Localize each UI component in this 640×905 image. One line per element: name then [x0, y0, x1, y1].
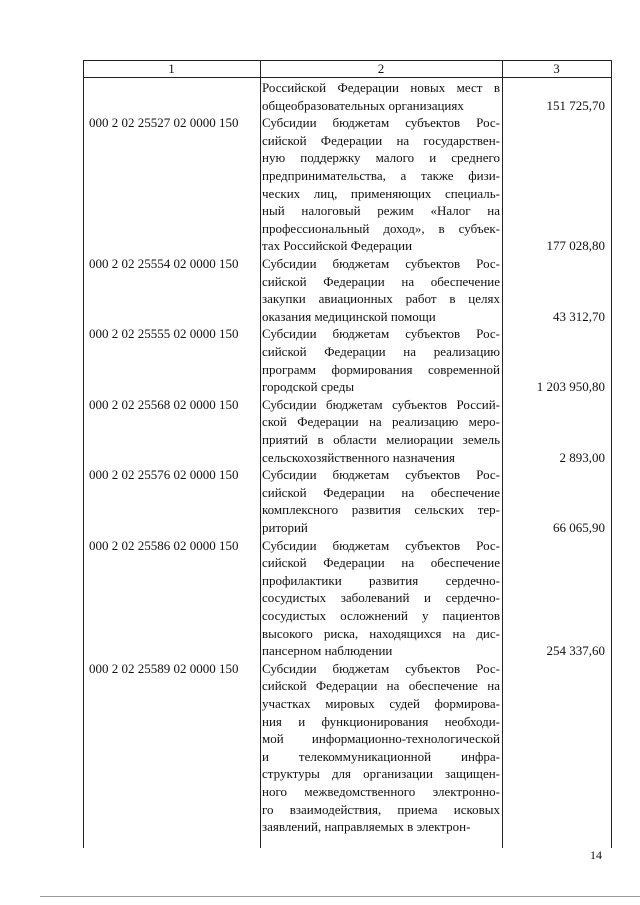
description-line: тах Российской Федерации: [262, 238, 413, 254]
description-line: го взаимодействия, приема исковых: [262, 801, 500, 817]
page-bottom-edge: [40, 896, 640, 897]
description-line: мой информационно-технологической: [262, 731, 500, 747]
description-line: общеобразовательных организациях: [262, 97, 464, 113]
description-line: Субсидии бюджетам субъектов Рос-: [262, 467, 500, 483]
description-line: профессиональный доход», в субъек-: [262, 220, 500, 236]
row-description: [262, 660, 500, 836]
description-line: сельскохозяйственного назначения: [262, 449, 456, 465]
row-description: [262, 466, 500, 536]
description-line: Субсидии бюджетам субъектов Рос-: [262, 660, 500, 676]
description-line: сийской Федерации на обеспечение: [262, 555, 500, 571]
description-line: сосудистых заболеваний и сердечно-: [262, 590, 500, 606]
row-description: [262, 255, 500, 325]
description-line: риторий: [262, 519, 308, 535]
description-line: Субсидии бюджетам субъектов Рос-: [262, 326, 500, 342]
table-right-border: [611, 60, 612, 848]
row-amount: 1 203 950,80: [536, 379, 605, 395]
description-line: закупки авиационных работ в целях: [262, 291, 500, 307]
row-code: 000 2 02 25527 02 0000 150: [89, 115, 239, 131]
row-code: 000 2 02 25554 02 0000 150: [89, 256, 239, 271]
row-code: 000 2 02 25555 02 0000 150: [89, 326, 239, 342]
row-description: [262, 325, 500, 395]
description-line: городской среды: [262, 379, 355, 395]
description-line: Субсидии бюджетам субъектов Рос-: [262, 256, 500, 271]
description-line: структуры для организации защищен-: [262, 766, 500, 782]
description-line: Субсидии бюджетам субъектов Рос-: [262, 537, 500, 553]
description-line: Российской Федерации новых мест в: [262, 80, 500, 95]
row-amount: 43 312,70: [553, 308, 605, 324]
header-bottom-border: [83, 77, 611, 78]
description-line: приятий в области мелиорации земель: [262, 431, 500, 447]
description-line: предпринимательства, а также физи-: [262, 167, 500, 183]
budget-table: [83, 60, 611, 848]
column-header-1: 1: [168, 61, 175, 76]
page-number: 14: [590, 848, 602, 862]
description-line: заявлений, направляемых в электрон-: [262, 819, 471, 835]
row-description: [262, 79, 500, 114]
row-amount: 2 893,00: [559, 449, 605, 465]
description-line: сийской Федерации на обеспечение: [262, 484, 500, 500]
description-line: сийской Федерации на обеспечение на: [262, 678, 500, 694]
description-line: сосудистых осложнений у пациентов: [262, 607, 500, 623]
description-line: ния и функционирования необходи-: [262, 713, 500, 729]
description-line: Субсидии бюджетам субъектов Россий-: [262, 396, 500, 412]
description-line: высокого риска, находящихся на дис-: [262, 625, 500, 641]
description-line: пансерном наблюдении: [262, 643, 393, 659]
table-left-border: [83, 60, 84, 848]
row-amount: 254 337,60: [546, 643, 605, 659]
row-code: 000 2 02 25586 02 0000 150: [89, 537, 239, 553]
description-line: сийской Федерации на реализацию: [262, 343, 500, 359]
row-amount: 151 725,70: [546, 97, 605, 113]
column-divider-1: [260, 60, 261, 848]
row-amount: 66 065,90: [553, 520, 605, 535]
description-line: ской Федерации на реализацию меро-: [262, 414, 500, 430]
row-amount: 177 028,80: [546, 238, 605, 254]
description-line: программ формирования современной: [262, 361, 500, 377]
description-line: сийской Федерации на обеспечение: [262, 273, 500, 289]
description-line: комплексного развития сельских тер-: [262, 502, 500, 518]
description-line: ную поддержку малого и среднего: [262, 150, 500, 166]
row-description: [262, 114, 500, 255]
column-header-3: 3: [553, 61, 560, 76]
description-line: ческих лиц, применяющих специаль-: [262, 185, 500, 201]
row-code: 000 2 02 25576 02 0000 150: [89, 467, 239, 483]
row-description: [262, 537, 500, 660]
column-header-2: 2: [377, 61, 385, 76]
description-line: участках мировых судей формирова-: [262, 695, 500, 711]
row-code: 000 2 02 25589 02 0000 150: [89, 660, 239, 676]
description-line: оказания медицинской помощи: [262, 308, 436, 324]
description-line: ный налоговый режим «Налог на: [262, 203, 500, 219]
description-line: сийской Федерации на государствен-: [262, 132, 500, 148]
description-line: ного межведомственного электронно-: [262, 783, 500, 799]
description-line: Субсидии бюджетам субъектов Рос-: [262, 115, 500, 131]
row-description: [262, 396, 500, 466]
description-line: профилактики развития сердечно-: [262, 572, 500, 588]
description-line: и телекоммуникационной инфра-: [262, 748, 500, 764]
row-code: 000 2 02 25568 02 0000 150: [89, 396, 239, 412]
